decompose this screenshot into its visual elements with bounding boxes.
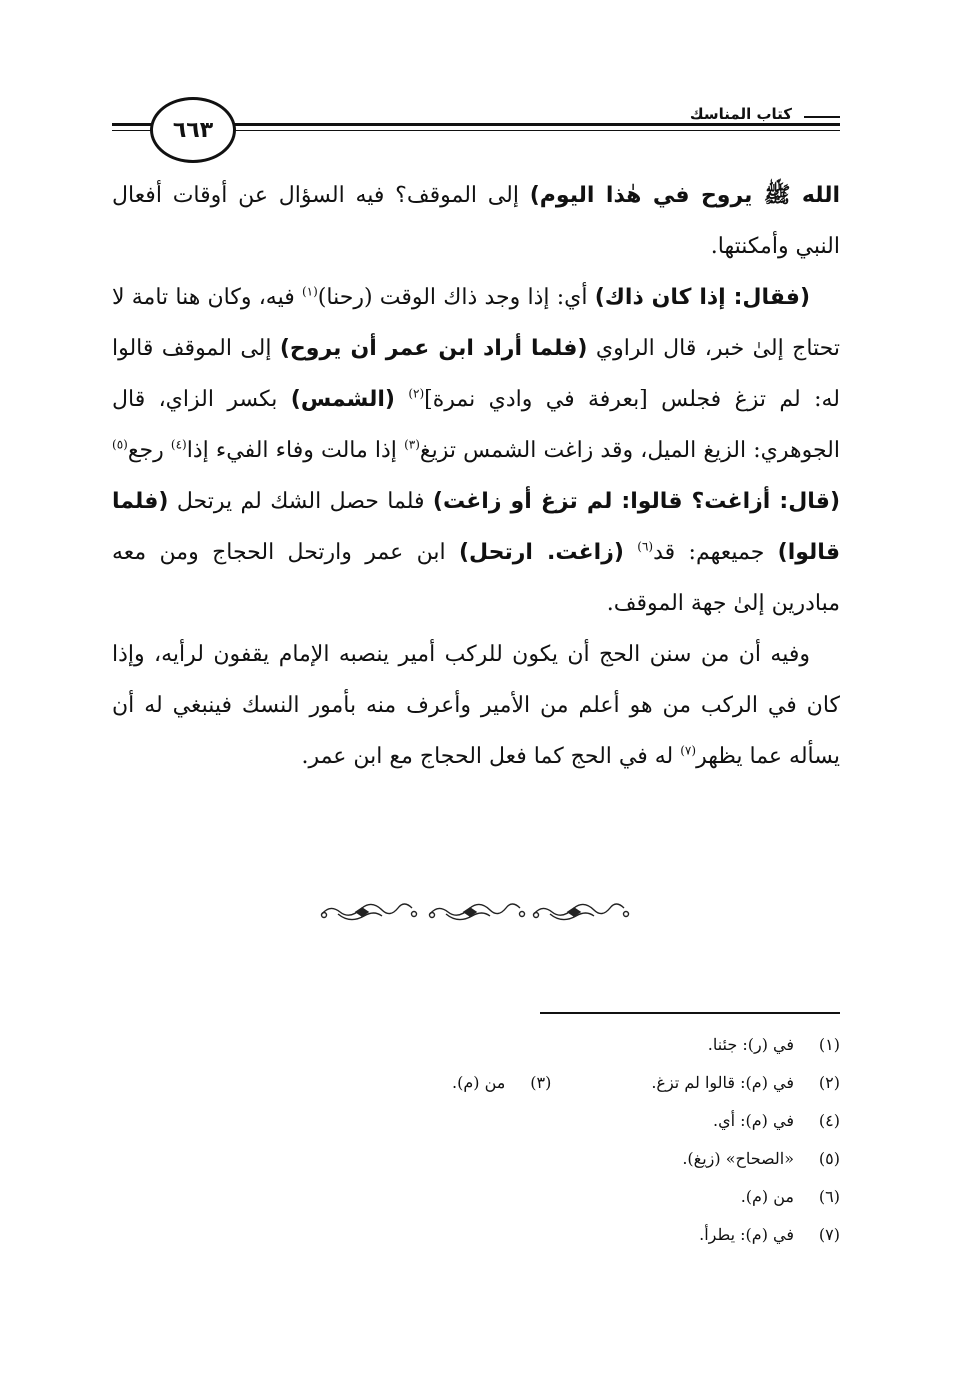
text-bold: (الشمس) [290, 387, 395, 412]
footnote-number: (٦) [818, 1187, 840, 1206]
footnote-ref-2: (٢) [408, 386, 425, 401]
text-span: فلما حصل الشك لم يرتحل [168, 489, 433, 514]
footnote-row-2-3 [280, 1064, 840, 1102]
footnote-ref-6: (٦) [637, 539, 654, 554]
text-bold: يروح في هٰذا اليوم) [529, 183, 753, 208]
text-span: له في الحج كما فعل الحجاج مع ابن عمر. [301, 744, 681, 769]
text-bold: (زاغت. ارتحل) [458, 540, 624, 565]
footnote-ref-5: (٥) [112, 437, 128, 452]
footnotes [280, 1026, 840, 1254]
text-span: فيه، وكان هنا تامة لا تحتاج إلىٰ خبر، قال الراوي [112, 285, 840, 361]
page-header [112, 97, 840, 161]
footnote-text: في (م): أي. [713, 1111, 794, 1130]
footnote-text: «الصحاح» (زيغ). [682, 1149, 794, 1168]
text-span: إلى الموقف قالوا له: لم تزغ فجلس [بعرفة في وادي نمرة] [112, 336, 840, 412]
running-title: كتاب المناسك [682, 105, 800, 123]
text-span: رجع [127, 438, 171, 463]
text-bold: (فلما قالوا) [112, 489, 840, 565]
header-rule-thin [222, 130, 840, 131]
text-span: جميعهم: قد [653, 540, 778, 565]
paragraph-1 [112, 170, 840, 272]
text-span [624, 540, 637, 565]
text-bold: (فلما أراد ابن عمر أن يروح) [279, 336, 588, 361]
footnote-3 [452, 1064, 551, 1102]
footnote-number: (٢) [818, 1073, 840, 1092]
text-bold: الله ﷺ [752, 183, 840, 208]
footnote-text: من (م). [452, 1073, 506, 1092]
text-span: إلى الموقف؟ فيه السؤال عن أوقات أفعال النبي وأمكنتها. [112, 183, 840, 259]
text-span [395, 387, 408, 412]
footnote-5 [280, 1140, 840, 1178]
text-span: بكسر الزاي، قال الجوهري: الزيغ الميل، وقد زاغت الشمس تزيغ [112, 387, 840, 463]
text-bold: (قال: أزاغت؟ قالوا: لم تزغ أو زاغت) [432, 489, 841, 514]
footnote-separator [540, 1012, 840, 1014]
footnote-number: (١) [818, 1035, 840, 1054]
header-rule [222, 123, 840, 126]
text-span: وفيه أن من سنن الحج أن يكون للركب أمير ينصبه الإمام يقفون لرأيه، وإذا كان في الركب من هو أعلم من الأمير وأعرف منه بأمور النسك فينبغي له أن يسأله عما يظهر [112, 642, 840, 769]
footnote-ref-1: (١) [301, 284, 318, 299]
footnote-text: في (م): قالوا لم تزغ. [651, 1073, 794, 1092]
footnote-ref-4: (٤) [170, 437, 187, 452]
footnote-number: (٥) [818, 1149, 840, 1168]
ornament-divider-icon [318, 896, 634, 932]
footnote-text: من (م). [740, 1187, 794, 1206]
footnote-ref-3: (٣) [404, 437, 420, 452]
footnote-6 [280, 1178, 840, 1216]
footnote-7 [280, 1216, 840, 1254]
header-rule-left-thin [112, 130, 152, 131]
footnote-number: (٧) [818, 1225, 840, 1244]
footnote-number: (٤) [818, 1111, 840, 1130]
page-number: ٦٦٣ [150, 97, 236, 163]
footnote-text: في (ر): جئنا. [707, 1035, 794, 1054]
main-text [112, 170, 840, 782]
paragraph-3 [112, 629, 840, 782]
text-span: ابن عمر وارتحل الحجاج ومن معه مبادرين إلىٰ جهة الموقف. [112, 540, 840, 616]
paragraph-2 [112, 272, 840, 629]
footnote-number: (٣) [530, 1073, 552, 1092]
text-span: إذا مالت وفاء الفيء إذا [186, 438, 405, 463]
footnote-4 [280, 1102, 840, 1140]
header-rule-left [112, 123, 152, 126]
footnote-text: في (م): يطرأ. [699, 1225, 794, 1244]
text-bold: (فقال: إذا كان ذاك) [594, 285, 811, 310]
footnote-ref-7: (٧) [680, 743, 697, 758]
text-span: أي: إذا وجد ذاك الوقت (رحنا) [317, 285, 595, 310]
header-dash [804, 116, 840, 118]
footnote-2 [651, 1064, 840, 1102]
footnote-1 [280, 1026, 840, 1064]
